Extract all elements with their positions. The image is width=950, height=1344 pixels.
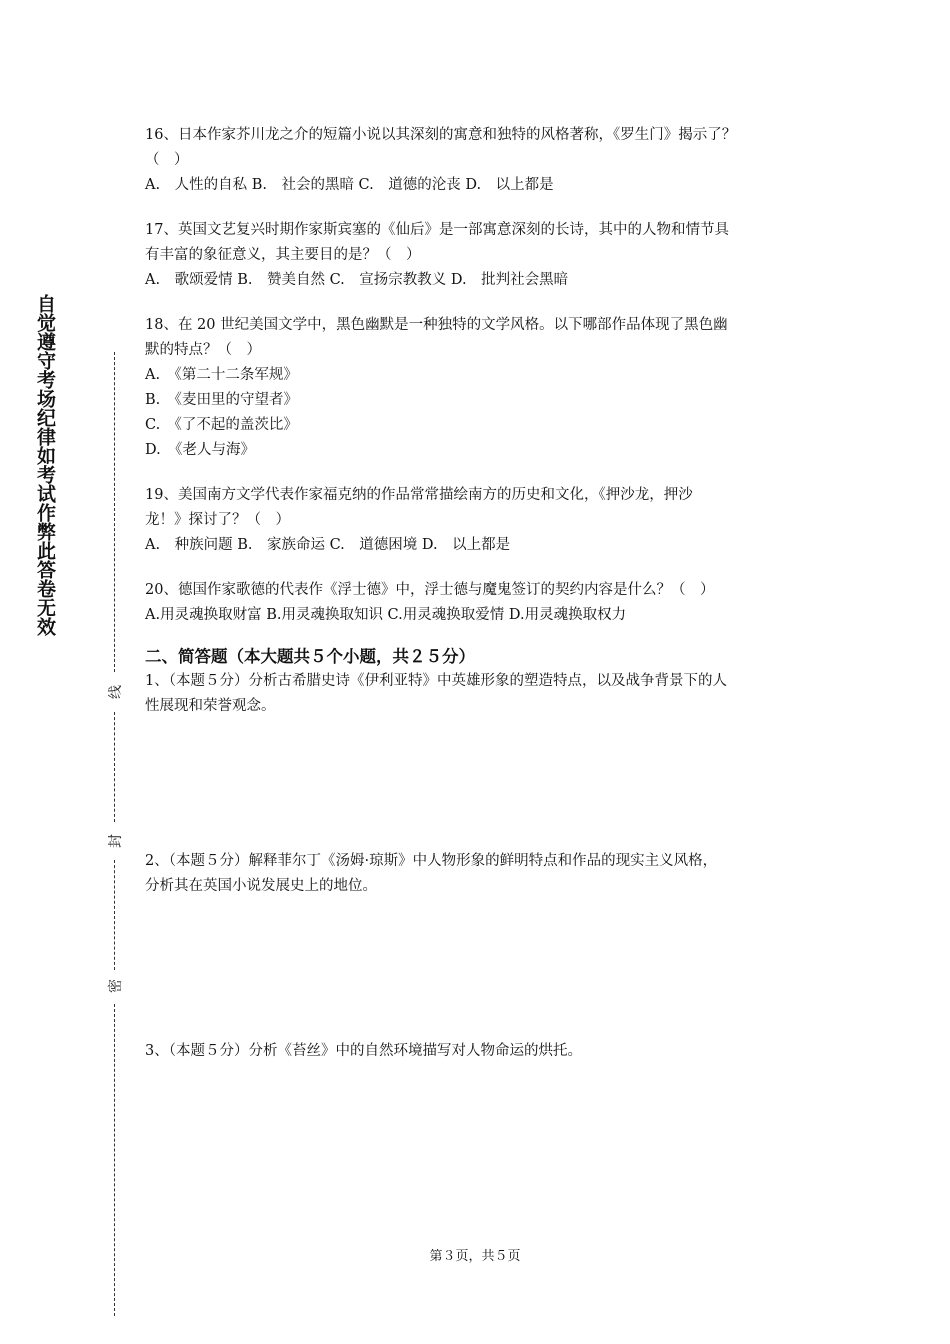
page-number: 第３页，共５页 xyxy=(429,1249,521,1264)
answer-space[interactable] xyxy=(145,719,820,849)
question-options: A. 种族问题 B. 家族命运 C. 道德困境 D. 以上都是 xyxy=(145,537,511,553)
question-options: A. 歌颂爱情 B. 赞美自然 C. 宣扬宗教教义 D. 批判社会黑暗 xyxy=(145,272,569,288)
question-stem: 默的特点？（ ） xyxy=(145,342,261,358)
short-answer-prompt: 分析其在英国小说发展史上的地位。 xyxy=(145,878,377,894)
short-answer-2 xyxy=(145,849,820,899)
short-answer-prompt: 性展现和荣誉观念。 xyxy=(145,698,276,714)
binding-mark-mi: 密 xyxy=(108,979,124,993)
short-answer-1 xyxy=(145,669,820,719)
question-options: A. 人性的自私 B. 社会的黑暗 C. 道德的沦丧 D. 以上都是 xyxy=(145,177,554,193)
question-17 xyxy=(145,218,820,293)
binding-dashed-line xyxy=(114,712,115,822)
option-c: C. 《了不起的盖茨比》 xyxy=(145,417,298,433)
short-answer-prompt: 2、（本题５分）解释菲尔丁《汤姆·琼斯》中人物形象的鲜明特点和作品的现实主义风格， xyxy=(145,853,718,869)
question-19 xyxy=(145,483,820,558)
question-stem: 17、英国文艺复兴时期作家斯宾塞的《仙后》是一部寓意深刻的长诗，其中的人物和情节具 xyxy=(145,222,729,238)
question-18 xyxy=(145,313,820,463)
binding-dashed-line xyxy=(114,1004,115,1316)
question-options: A.用灵魂换取财富 B.用灵魂换取知识 C.用灵魂换取爱情 D.用灵魂换取权力 xyxy=(145,607,627,623)
question-stem: 有丰富的象征意义，其主要目的是？（ ） xyxy=(145,247,421,263)
option-a: A. 《第二十二条军规》 xyxy=(145,367,298,383)
question-stem: （ ） xyxy=(145,152,189,168)
answer-space[interactable] xyxy=(145,899,820,1039)
short-answer-prompt: 1、（本题５分）分析古希腊史诗《伊利亚特》中英雄形象的塑造特点，以及战争背景下的人 xyxy=(145,673,727,689)
section-title: 二、简答题（本大题共５个小题，共２５分） xyxy=(145,647,475,666)
short-answer-3 xyxy=(145,1039,820,1064)
exam-content xyxy=(145,123,820,1064)
binding-mark-feng: 封 xyxy=(108,834,124,848)
binding-dashed-line xyxy=(114,352,115,672)
question-stem: 20、德国作家歌德的代表作《浮士德》中，浮士德与魔鬼签订的契约内容是什么？（ ） xyxy=(145,582,715,598)
exam-discipline-notice: 自觉遵守考场纪律如考试作弊此答卷无效 xyxy=(34,294,56,636)
question-stem: 19、美国南方文学代表作家福克纳的作品常常描绘南方的历史和文化，《押沙龙，押沙 xyxy=(145,487,693,503)
option-b: B. 《麦田里的守望者》 xyxy=(145,392,299,408)
question-stem: 18、在 20 世纪美国文学中，黑色幽默是一种独特的文学风格。以下哪部作品体现了黑色幽 xyxy=(145,317,728,333)
question-stem: 16、日本作家芥川龙之介的短篇小说以其深刻的寓意和独特的风格著称，《罗生门》揭示了？ xyxy=(145,127,737,143)
binding-dashed-line xyxy=(114,860,115,970)
question-16 xyxy=(145,123,820,198)
binding-mark-xian: 线 xyxy=(108,685,124,699)
option-d: D. 《老人与海》 xyxy=(145,442,255,458)
question-stem: 龙！》探讨了？（ ） xyxy=(145,512,290,528)
short-answer-prompt: 3、（本题５分）分析《苔丝》中的自然环境描写对人物命运的烘托。 xyxy=(145,1043,582,1059)
question-20 xyxy=(145,578,820,628)
